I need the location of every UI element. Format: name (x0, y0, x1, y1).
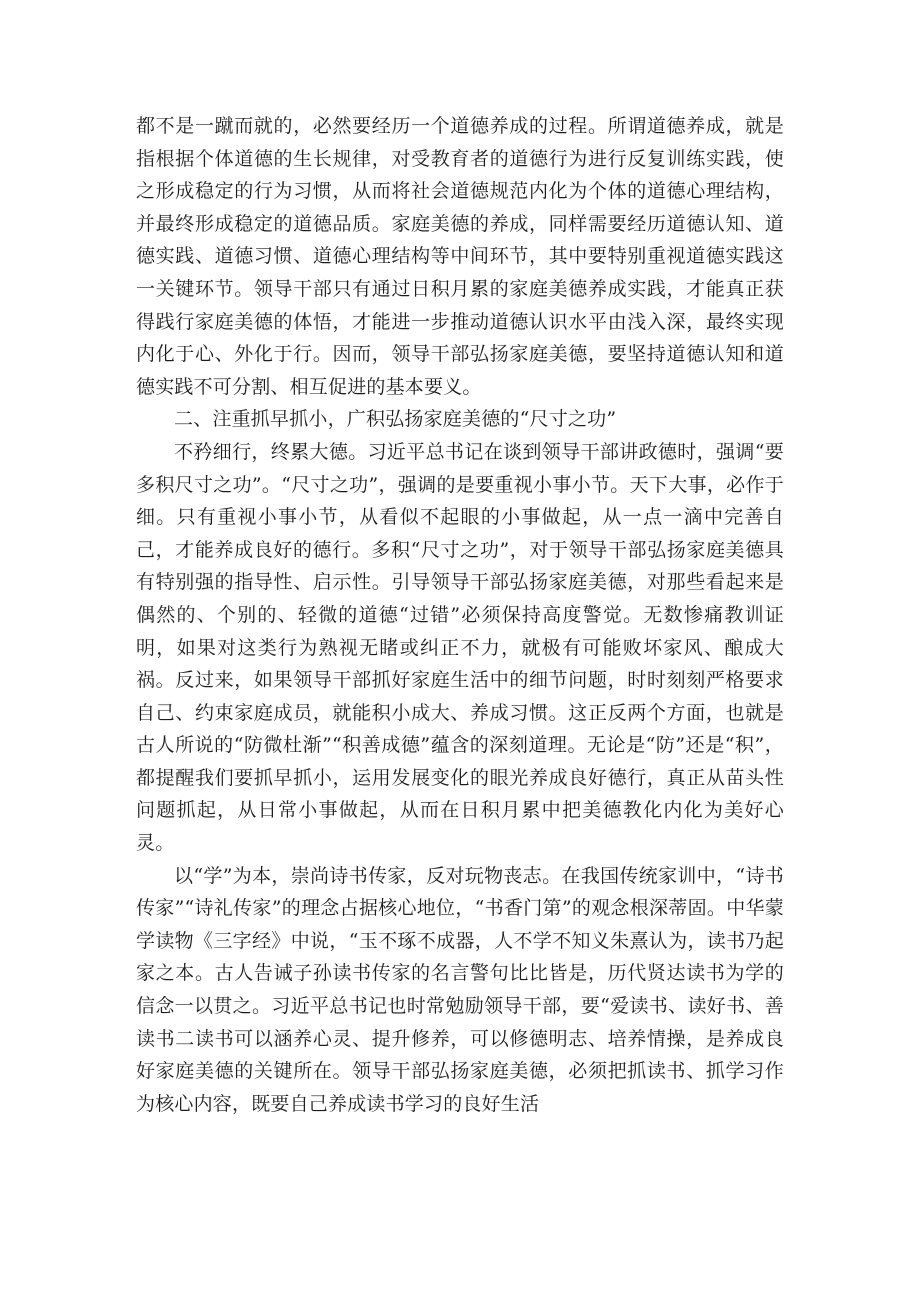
paragraph-study: 以“学”为本，崇尚诗书传家，反对玩物丧志。在我国传统家训中，“诗书传家”“诗礼传家”的理念占据核心地位，“书香门第”的观念根深蒂固。中华蒙学读物《三字经》中说，“玉不琢不成器，人不学不知义朱熹认为，读书乃起家之本。古人告诫子孙读书传家的名言警句比比皆是，历代贤达读书为学的信念一以贯之。习近平总书记也时常勉励领导干部，要“爱读书、读好书、善读书二读书可以涵养心灵、提升修养，可以修德明志、培养情操，是养成良好家庭美德的关键所在。领导干部弘扬家庭美德，必须把抓读书、抓学习作为核心内容，既要自己养成读书学习的良好生活 (136, 864, 784, 1115)
document-body (136, 110, 784, 1120)
section-heading: 二、注重抓早抓小，广积弘扬家庭美德的“尺寸之功” (174, 408, 617, 431)
paragraph-continuation: 都不是一蹴而就的，必然要经历一个道德养成的过程。所谓道德养成，就是指根据个体道德的生长规律，对受教育者的道德行为进行反复训练实践，使之形成稳定的行为习惯，从而将社会道德规范内化为个体的道德心理结构，并最终形成稳定的道德品质。家庭美德的养成，同样需要经历道德认知、道德实践、道德习惯、道德心理结构等中间环节，其中要特别重视道德实践这一关键环节。领导干部只有通过日积月累的家庭美德养成实践，才能真正获得践行家庭美德的体悟，才能进一步推动道德认识水平由浅入深，最终实现内化于心、外化于行。因而，领导干部弘扬家庭美德，要坚持道德认知和道德实践不可分割、相互促进的基本要义。 (136, 115, 784, 398)
paragraph-small-deeds: 不矜细行，终累大德。习近平总书记在谈到领导干部讲政德时，强调“要多积尺寸之功”。“尺寸之功”，强调的是要重视小事小节。天下大事，必作于细。只有重视小事小节，从看似不起眼的小事做起，从一点一滴中完善自己，才能养成良好的德行。多积“尺寸之功”，对于领导干部弘扬家庭美德具有特别强的指导性、启示性。引导领导干部弘扬家庭美德，对那些看起来是偶然的、个别的、轻微的道德“过错”必须保持高度警觉。无数惨痛教训证明，如果对这类行为熟视无睹或纠正不力，就极有可能败坏家风、酿成大祸。反过来，如果领导干部抓好家庭生活中的细节问题，时时刻刻严格要求自己、约束家庭成员，就能积小成大、养成习惯。这正反两个方面，也就是古人所说的“防微杜渐”“积善成德”蕴含的深刻道理。无论是“防”还是“积”，都提醒我们要抓早抓小，运用发展变化的眼光养成良好德行，真正从苗头性问题抓起，从日常小事做起，从而在日积月累中把美德教化内化为美好心灵。 (136, 440, 784, 855)
